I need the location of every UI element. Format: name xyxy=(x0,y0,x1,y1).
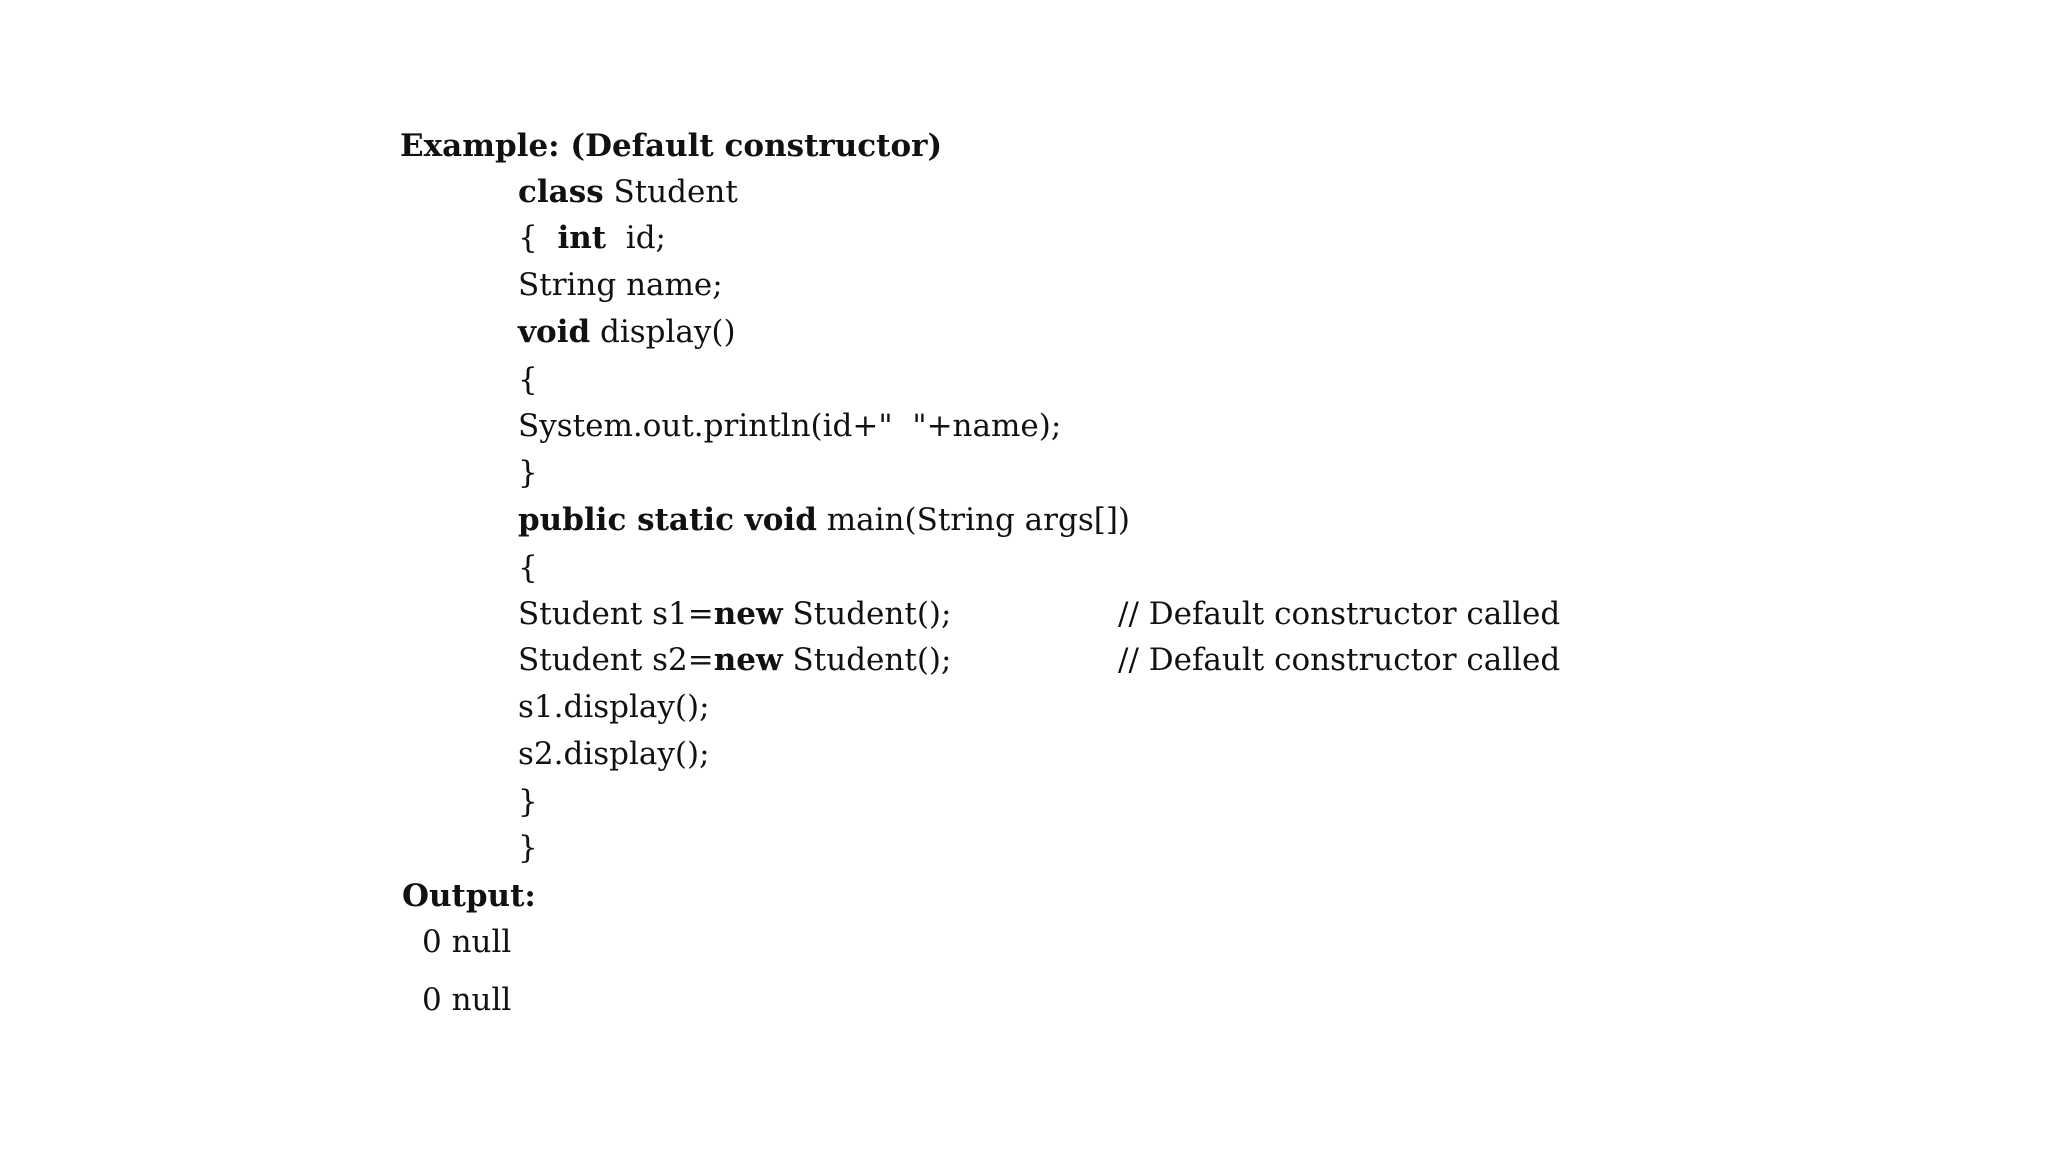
code-text: display() xyxy=(590,314,736,350)
code-text: Student(); xyxy=(782,642,952,678)
code-line-14: } xyxy=(518,784,538,820)
code-line-4 xyxy=(518,312,736,352)
code-line-9: { xyxy=(518,550,538,586)
code-text: Student xyxy=(603,174,738,210)
code-line-7: } xyxy=(518,455,538,491)
code-line-13: s2.display(); xyxy=(518,736,710,772)
code-text: id; xyxy=(606,220,666,256)
code-line-5: { xyxy=(518,362,538,398)
code-comment-2: // Default constructor called xyxy=(1118,642,1561,678)
keyword-public-static-void: public static void xyxy=(518,502,817,538)
keyword-void: void xyxy=(518,314,591,350)
heading: Example: (Default constructor) xyxy=(400,128,943,164)
code-text: main(String args[]) xyxy=(816,502,1131,538)
output-line-1: 0 null xyxy=(422,924,512,960)
keyword-new: new xyxy=(713,642,783,678)
code-line-8 xyxy=(518,500,1130,540)
code-text: Student(); xyxy=(782,596,952,632)
code-line-1 xyxy=(518,172,738,212)
code-line-2 xyxy=(518,218,666,258)
keyword-new: new xyxy=(713,596,783,632)
code-text: { xyxy=(518,220,558,256)
code-text: Student s1= xyxy=(518,596,714,632)
code-line-3: String name; xyxy=(518,267,723,303)
keyword-int: int xyxy=(557,220,607,256)
output-line-2: 0 null xyxy=(422,982,512,1018)
output-label: Output: xyxy=(402,878,536,914)
code-line-11 xyxy=(518,640,951,680)
code-text: Student s2= xyxy=(518,642,714,678)
code-line-10 xyxy=(518,594,951,634)
keyword-class: class xyxy=(518,174,604,210)
code-line-12: s1.display(); xyxy=(518,689,710,725)
code-comment-1: // Default constructor called xyxy=(1118,596,1561,632)
code-line-6: System.out.println(id+" "+name); xyxy=(518,408,1062,444)
code-line-15: } xyxy=(518,830,538,866)
